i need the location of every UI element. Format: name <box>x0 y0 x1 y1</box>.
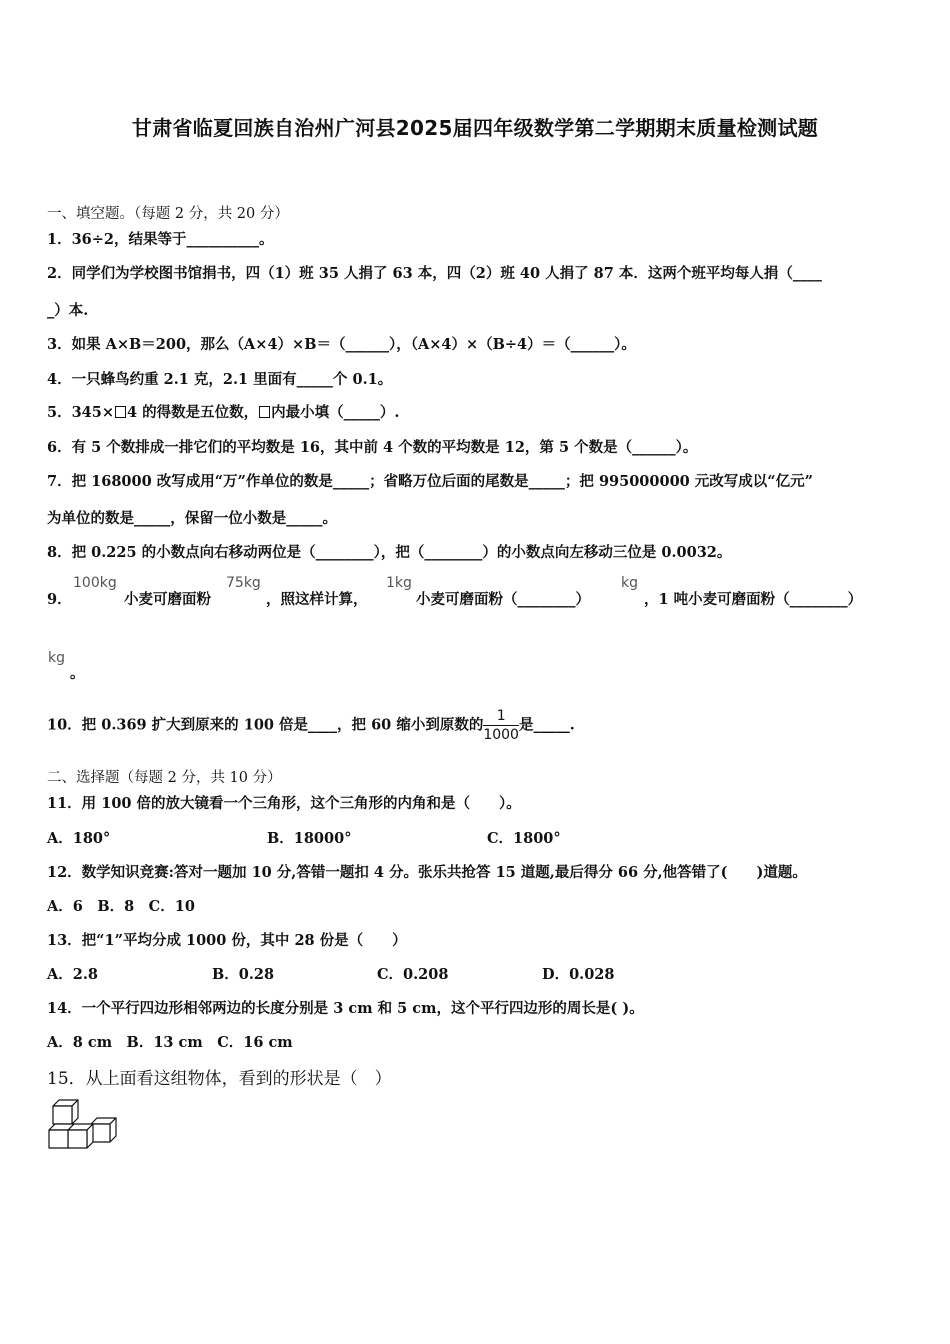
question-7-line2: 为单位的数是_____，保留一位小数是_____。 <box>47 510 337 527</box>
q11-option-a: A．180° <box>47 830 111 847</box>
cube-front-face <box>91 1124 110 1142</box>
empty-box-icon <box>115 406 126 418</box>
question-3: 3．如果 A×B＝200，那么（A×4）×B＝（______），（A×4）×（B÷4）＝（______）。 <box>47 336 636 353</box>
question-9-text3: 小麦可磨面粉（________） <box>416 591 590 608</box>
fraction-denominator: 1000 <box>483 727 519 743</box>
question-8: 8．把 0.225 的小数点向右移动两位是（________），把（________）的小数点向左移动三位是 0.0032。 <box>47 544 732 561</box>
question-10-part-a: 10．把 0.369 扩大到原来的 100 倍是____，把 60 缩小到原数的 <box>47 716 484 734</box>
q11-option-c: C．1800° <box>487 830 561 847</box>
unit-100kg: 100kg <box>73 575 117 591</box>
section-heading-choice: 二、选择题（每题 2 分，共 10 分） <box>47 770 282 786</box>
question-6: 6．有 5 个数排成一排它们的平均数是 16，其中前 4 个数的平均数是 12，第 5 个数是（______）。 <box>47 439 698 456</box>
question-12: 12．数学知识竞赛:答对一题加 10 分,答错一题扣 4 分。张乐共抢答 15 道题,最后得分 66 分,他答错了( )道题。 <box>47 864 807 881</box>
question-5-part-a: 5．345× <box>47 404 115 421</box>
cube-figure <box>46 1098 122 1152</box>
question-10-part-b: 是_____. <box>518 716 575 734</box>
question-14: 14．一个平行四边形相邻两边的长度分别是 3 cm 和 5 cm，这个平行四边形的周长是( )。 <box>47 1000 644 1017</box>
question-9-end: 。 <box>70 665 85 682</box>
q13-option-d: D．0.028 <box>542 966 615 983</box>
question-7-line1: 7．把 168000 改写成用“万”作单位的数是_____；省略万位后面的尾数是_____；把 995000000 元改写成以“亿元” <box>47 473 813 490</box>
question-5-part-b: 4 的得数是五位数， <box>127 404 259 421</box>
unit-kg: kg <box>621 575 638 591</box>
empty-box-icon <box>259 406 270 418</box>
question-5-part-c: 内最小填（_____）. <box>271 404 400 421</box>
q11-option-b: B．18000° <box>267 830 352 847</box>
fraction-numerator: 1 <box>496 708 506 724</box>
section-heading-fill: 一、填空题。（每题 2 分，共 20 分） <box>47 206 289 222</box>
cube-front-face <box>53 1106 72 1124</box>
question-15: 15．从上面看这组物体，看到的形状是（ ） <box>47 1069 392 1089</box>
question-2-line1: 2．同学们为学校图书馆捐书，四（1）班 35 人捐了 63 本，四（2）班 40 人捐了 87 本．这两个班平均每人捐（____ <box>47 265 822 282</box>
question-2-line2: _）本. <box>47 302 89 319</box>
q13-option-b: B．0.28 <box>212 966 275 983</box>
unit-kg-line2: kg <box>48 650 65 666</box>
question-9-text4: ，1 吨小麦可磨面粉（________） <box>644 591 863 608</box>
question-9-text2: ，照这样计算， <box>266 591 368 608</box>
cube-front-face <box>49 1130 68 1148</box>
question-5 <box>47 401 399 422</box>
question-9-text1: 小麦可磨面粉 <box>124 591 211 608</box>
question-9-number: 9． <box>47 591 72 608</box>
unit-75kg: 75kg <box>226 575 261 591</box>
question-4: 4．一只蜂鸟约重 2.1 克，2.1 里面有_____个 0.1。 <box>47 371 393 388</box>
question-1: 1．36÷2，结果等于__________。 <box>47 231 274 248</box>
q14-options: A．8 cm B．13 cm C．16 cm <box>47 1034 293 1051</box>
q13-option-a: A．2.8 <box>47 966 98 983</box>
question-11: 11．用 100 倍的放大镜看一个三角形，这个三角形的内角和是（ ）。 <box>47 795 521 812</box>
q13-option-c: C．0.208 <box>377 966 449 983</box>
question-13: 13．把“1”平均分成 1000 份，其中 28 份是（ ） <box>47 932 407 949</box>
unit-1kg: 1kg <box>386 575 412 591</box>
page-title: 甘肃省临夏回族自治州广河县2025届四年级数学第二学期期末质量检测试题 <box>131 116 819 140</box>
fraction <box>483 707 519 744</box>
question-10 <box>47 707 575 744</box>
q12-options: A．6 B．8 C．10 <box>47 898 195 915</box>
cube-front-face <box>68 1130 87 1148</box>
